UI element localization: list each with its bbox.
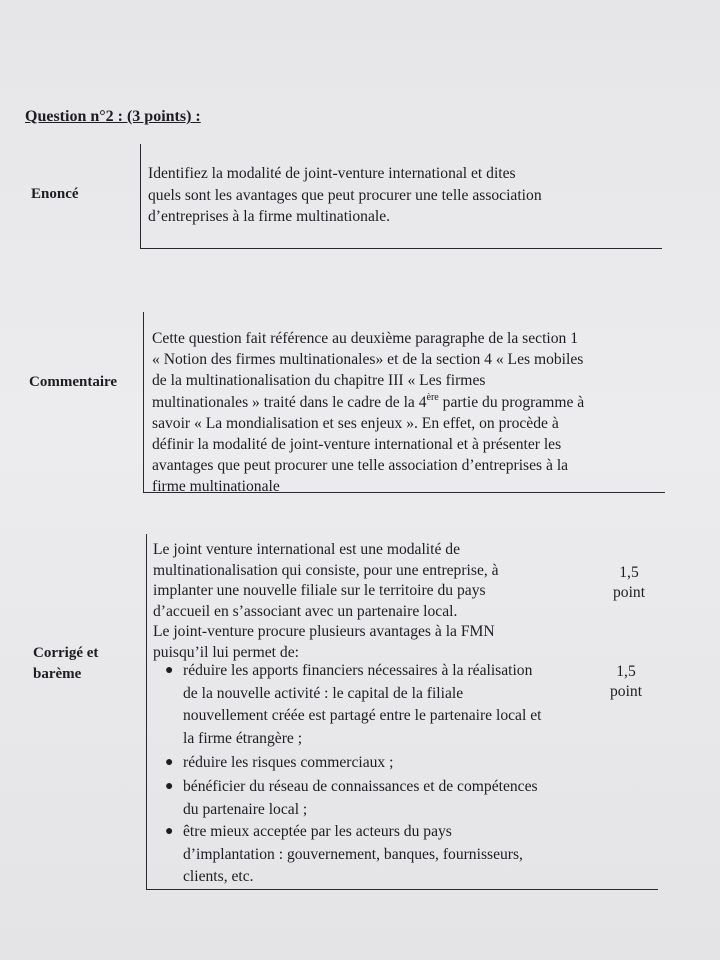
bullet-line: de la nouvelle activité : le capital de la filiale [183, 684, 464, 702]
bullet-line: réduire les risques commerciaux ; [183, 754, 394, 771]
superscript: ère [426, 391, 439, 403]
commentaire-line-part: partie du programme à [438, 393, 585, 411]
enonce-line: d’entreprises à la firme multinationale. [148, 208, 391, 225]
bullet-line: nouvellement créée est partagé entre le partenaire local et [183, 707, 542, 724]
bullet-icon: ● [165, 755, 174, 770]
corrige-label [33, 643, 98, 685]
bullet-item [183, 821, 523, 889]
commentaire-line: savoir « La mondialisation et ses enjeux ». En effet, on procède à [152, 414, 559, 432]
corrige-intro [153, 540, 499, 664]
corrige-line: implanter une nouvelle filiale sur le territoire du pays [153, 582, 486, 600]
corrige-line: Le joint-venture procure plusieurs avantages à la FMN [153, 623, 495, 641]
commentaire-line: Cette question fait référence au deuxième paragraphe de la section 1 [152, 330, 579, 347]
bullet-line: d’implantation : gouvernement, banques, fournisseurs, [183, 845, 523, 863]
points-value: 1,5 [616, 663, 636, 680]
points-score [604, 563, 654, 603]
commentaire-line-part: multinationales » traité dans le cadre de la 4 [152, 393, 427, 411]
bullet-line: bénéficier du réseau de connaissances et de compétences [183, 778, 538, 795]
question-title: Question n°2 : (3 points) : [25, 108, 201, 125]
bullet-line: réduire les apports financiers nécessaires à la réalisation [183, 662, 533, 679]
commentaire-text [152, 328, 584, 498]
corrige-label-line: Corrigé et [33, 645, 99, 661]
bullet-line: la firme étrangère ; [183, 729, 303, 747]
points-score [601, 662, 651, 702]
commentaire-line: de la multinationalisation du chapitre III « Les firmes [152, 372, 486, 390]
enonce-text [148, 163, 542, 228]
bullet-line: du partenaire local ; [183, 800, 308, 818]
points-value: 1,5 [619, 564, 639, 581]
corrige-line: d’accueil en s’associant avec un partenaire local. [153, 602, 458, 620]
corrige-line: Le joint venture international est une modalité de [153, 541, 461, 558]
bullet-icon: ● [165, 824, 174, 839]
commentaire-line: définir la modalité de joint-venture international et à présenter les [152, 436, 562, 454]
corrige-line: puisqu’il lui permet de: [153, 643, 299, 661]
commentaire-line: « Notion des firmes multinationales» et de la section 4 « Les mobiles [152, 351, 584, 369]
enonce-label: Enoncé [31, 186, 79, 202]
bullet-icon: ● [165, 663, 174, 678]
bullet-line: être mieux acceptée par les acteurs du pays [183, 823, 452, 840]
bullet-item [183, 776, 538, 821]
points-unit: point [609, 683, 643, 700]
bullet-item [183, 660, 541, 750]
corrige-line: multinationalisation qui consiste, pour une entreprise, à [153, 561, 499, 579]
commentaire-label: Commentaire [29, 374, 118, 390]
enonce-line: Identifiez la modalité de joint-venture international et dites [148, 165, 516, 182]
commentaire-line: firme multinationale [152, 478, 280, 496]
commentaire-line [152, 392, 584, 413]
bullet-line: clients, etc. [183, 868, 254, 885]
commentaire-line: avantages que peut procurer une telle association d’entreprises à la [152, 457, 569, 475]
points-unit: point [612, 584, 646, 601]
bullet-icon: ● [165, 779, 174, 794]
corrige-label-line: barème [33, 666, 82, 682]
enonce-line: quels sont les avantages que peut procurer une telle association [148, 186, 542, 204]
bullet-item [183, 752, 393, 774]
